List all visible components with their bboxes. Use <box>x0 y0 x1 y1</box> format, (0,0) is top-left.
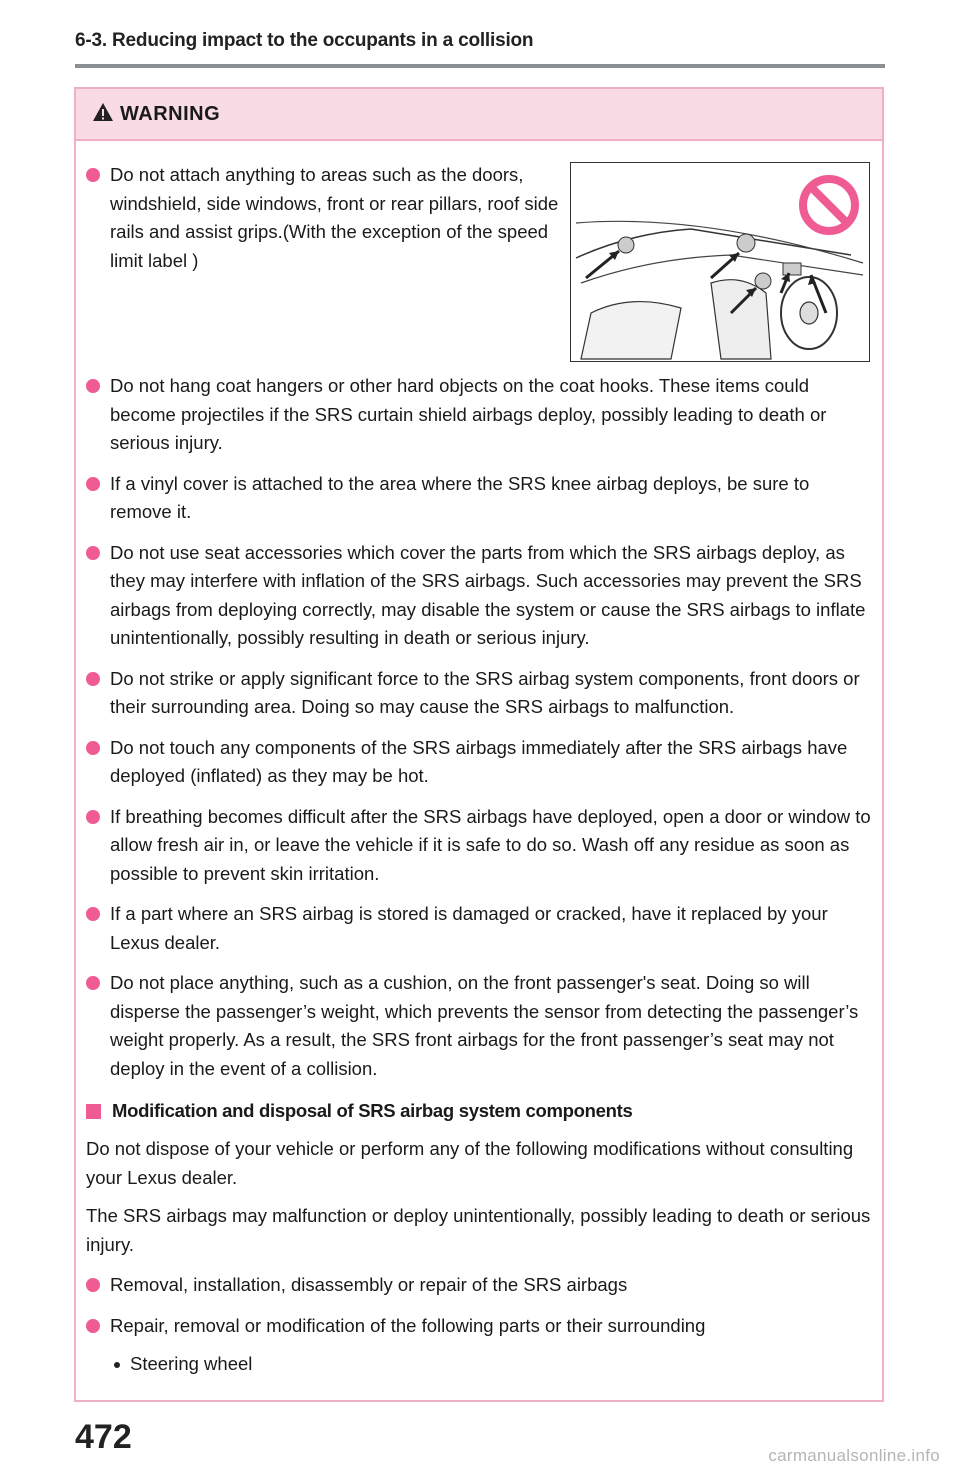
warning-header <box>76 89 882 141</box>
paragraph: The SRS airbags may malfunction or deploy unintentionally, possibly leading to death or serious injury. <box>86 1205 871 1255</box>
paragraph: Do not dispose of your vehicle or perform any of the following modifications without consulting your Lexus dealer. <box>86 1138 854 1188</box>
warning-item <box>86 372 872 458</box>
page-number: 472 <box>75 1418 132 1456</box>
warning-content <box>76 161 882 1379</box>
bullet-icon <box>86 976 100 990</box>
warning-item-text: If a vinyl cover is attached to the area where the SRS knee airbag deploys, be sure to remove it. <box>110 472 810 522</box>
first-row <box>86 161 872 362</box>
warning-item <box>86 470 872 527</box>
warning-item-text: Do not touch any components of the SRS airbags immediately after the SRS airbags have deployed (inflated) as they may be hot. <box>110 736 848 786</box>
bullet-icon <box>86 741 100 755</box>
section-square-icon <box>86 1104 101 1119</box>
watermark: carmanualsonline.info <box>768 1446 940 1465</box>
bullet-icon <box>86 810 100 824</box>
vehicle-interior-illustration <box>570 162 870 362</box>
warning-item-text: Do not strike or apply significant force to the SRS airbag system components, front doors or their surrounding area. Doing so may cause the SRS airbags to malfunction. <box>110 667 860 717</box>
warning-item-text: If a part where an SRS airbag is stored is damaged or cracked, have it replaced by your Lexus dealer. <box>110 903 828 953</box>
warning-item-text: If breathing becomes difficult after the SRS airbags have deployed, open a door or window to allow fresh air in, or leave the vehicle if it is safe to do so. Wash off any residue as soon as possible to prevent skin irritation. <box>110 805 871 884</box>
header-rule <box>75 64 885 68</box>
warning-item <box>86 665 872 722</box>
bullet-icon <box>86 1278 100 1292</box>
warning-triangle-icon <box>92 102 114 127</box>
bullet-icon <box>86 379 100 393</box>
section-heading <box>86 1097 872 1125</box>
warning-box <box>74 87 884 1402</box>
bullet-icon <box>86 1319 100 1333</box>
warning-item-text: Do not hang coat hangers or other hard objects on the coat hooks. These items could become projectiles if the SRS curtain shield airbags deploy, possibly leading to death or serious injury. <box>110 375 827 453</box>
warning-item <box>86 161 565 362</box>
bullet-icon <box>86 907 100 921</box>
sub-list-item-text: Steering wheel <box>130 1353 253 1374</box>
warning-item <box>86 969 872 1083</box>
warning-item <box>86 900 872 957</box>
warning-item-text: Do not use seat accessories which cover the parts from which the SRS airbags deploy, as they may interfere with inflation of the SRS airbags. Such accessories may prevent the SRS airbags from deploying correctly, may disable the system or cause the SRS airbags to inflate unintentionally, possibly resulting in death or serious injury. <box>110 541 866 648</box>
bullet-icon <box>86 168 100 182</box>
page-header: 6-3. Reducing impact to the occupants in a collision <box>75 30 534 51</box>
list-item-text: Removal, installation, disassembly or repair of the SRS airbags <box>110 1274 628 1295</box>
warning-item <box>86 539 872 653</box>
list-item <box>86 1271 872 1300</box>
section-title: Modification and disposal of SRS airbag system components <box>112 1100 633 1121</box>
warning-title: WARNING <box>120 102 221 125</box>
warning-item-text: Do not attach anything to areas such as the doors, windshield, side windows, front or rear pillars, roof side rails and assist grips.(With the exception of the speed limit label ) <box>110 164 559 271</box>
bullet-icon <box>86 477 100 491</box>
sub-bullet-icon <box>114 1362 120 1368</box>
warning-item <box>86 803 872 889</box>
bullet-icon <box>86 546 100 560</box>
list-item-text: Repair, removal or modification of the following parts or their surrounding <box>110 1314 706 1336</box>
warning-item-text: Do not place anything, such as a cushion, on the front passenger's seat. Doing so will disperse the passenger’s weight, which prevents the sensor from detecting the passenger’s weight properly. As a result, the SRS front airbags for the front passenger’s seat may not deploy in the event of a collision. <box>110 972 859 1079</box>
sub-list-item <box>86 1350 872 1379</box>
warning-item <box>86 734 872 791</box>
list-item <box>86 1312 872 1341</box>
bullet-icon <box>86 672 100 686</box>
